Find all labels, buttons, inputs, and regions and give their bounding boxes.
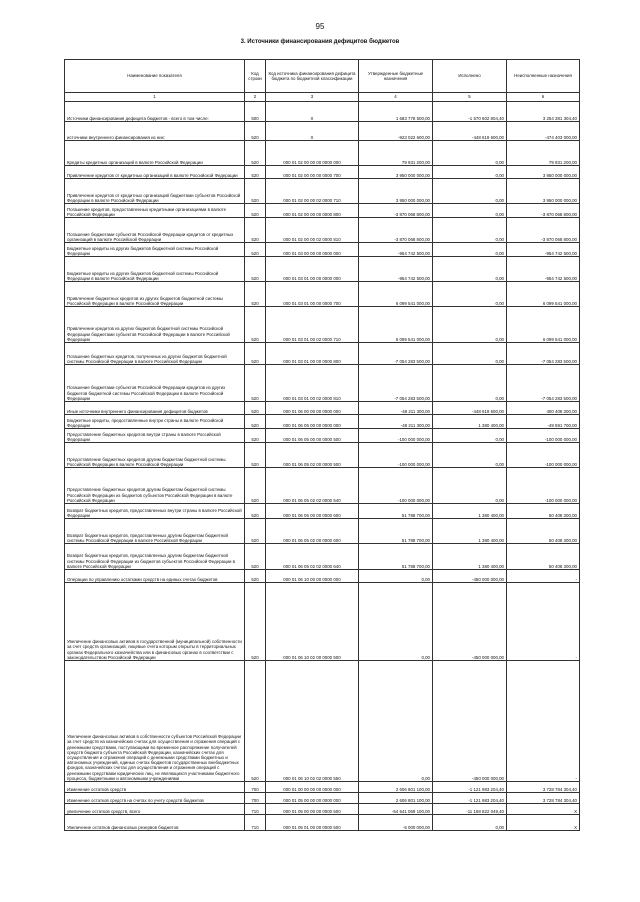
row-name-cell: Возврат бюджетных кредитов, предоставленных другим бюджетам бюджетной системы Российской Федерации в валюте Российской Федерации bbox=[65, 519, 245, 544]
row-classification-cell: 000 01 06 05 02 00 0000 600 bbox=[266, 519, 359, 544]
table-row bbox=[65, 122, 580, 141]
row-code-cell: 520 bbox=[245, 141, 266, 166]
row-executed-cell: 0,00 bbox=[433, 429, 507, 443]
row-unexecuted-cell: -7 054 283 500,00 bbox=[507, 343, 580, 365]
row-unexecuted-cell: X bbox=[507, 815, 580, 831]
row-unexecuted-cell: 3 254 381 304,40 bbox=[507, 102, 580, 122]
row-classification-cell: 000 01 02 00 00 02 0000 710 bbox=[266, 179, 359, 204]
header-code: Код строки bbox=[245, 60, 266, 93]
row-code-cell: 520 bbox=[245, 402, 266, 415]
row-approved-cell: 51 788 700,00 bbox=[359, 504, 433, 519]
row-approved-cell: 3 950 000 000,00 bbox=[359, 166, 433, 179]
row-approved-cell: -3 870 068 800,00 bbox=[359, 204, 433, 218]
table-row bbox=[65, 102, 580, 122]
row-approved-cell: 2 606 801 100,00 bbox=[359, 793, 433, 804]
row-code-cell: 700 bbox=[245, 782, 266, 793]
row-name-cell: Привлечение кредитов от кредитных организаций в валюте Российской Федерации bbox=[65, 166, 245, 179]
row-unexecuted-cell: -100 000 000,00 bbox=[507, 429, 580, 443]
table-header bbox=[65, 60, 580, 102]
row-name-cell: Привлечение бюджетных кредитов из других бюджетов бюджетной системы Российской Федерации в валюте Российской Федерации bbox=[65, 282, 245, 307]
header-unexecuted: Неисполненные назначения bbox=[507, 60, 580, 93]
table-row bbox=[65, 365, 580, 402]
row-classification-cell: 000 01 02 00 00 00 0000 700 bbox=[266, 166, 359, 179]
row-approved-cell: 1 683 778 500,00 bbox=[359, 102, 433, 122]
row-code-cell: 520 bbox=[245, 218, 266, 243]
table-row bbox=[65, 793, 580, 804]
section-title: 3. Источники финансирования дефицитов бюджетов bbox=[240, 39, 400, 45]
table-row bbox=[65, 415, 580, 429]
page-number: 95 bbox=[315, 22, 325, 31]
row-code-cell: 520 bbox=[245, 519, 266, 544]
table-row bbox=[65, 443, 580, 468]
row-classification-cell: 000 01 02 00 00 00 0000 000 bbox=[266, 141, 359, 166]
row-approved-cell: 6 099 541 000,00 bbox=[359, 282, 433, 307]
row-classification-cell: 000 01 06 05 00 00 0000 500 bbox=[266, 429, 359, 443]
row-unexecuted-cell: -474 403 000,00 bbox=[507, 122, 580, 141]
row-approved-cell: 51 788 700,00 bbox=[359, 544, 433, 570]
row-code-cell: 520 bbox=[245, 122, 266, 141]
row-code-cell: 520 bbox=[245, 307, 266, 343]
table-row bbox=[65, 141, 580, 166]
row-approved-cell: 0,00 bbox=[359, 583, 433, 661]
row-name-cell: Погашение бюджетных кредитов, полученных из других бюджетов бюджетной системы Российской Федерации в валюте Российской Федерации bbox=[65, 343, 245, 365]
row-executed-cell: 0,00 bbox=[433, 443, 507, 468]
row-approved-cell: -48 211 300,00 bbox=[359, 402, 433, 415]
row-name-cell: Изменение остатков средств bbox=[65, 782, 245, 793]
row-executed-cell: -450 000 000,00 bbox=[433, 570, 507, 583]
row-classification-cell: 000 01 06 05 02 02 0000 540 bbox=[266, 468, 359, 504]
row-name-cell: Операции по управлению остатками средств на единых счетах бюджетов bbox=[65, 570, 245, 583]
row-approved-cell: -5 000 000,00 bbox=[359, 815, 433, 831]
row-classification-cell: 000 01 03 01 00 00 0000 000 bbox=[266, 257, 359, 282]
table-row bbox=[65, 218, 580, 243]
row-approved-cell: -923 022 600,00 bbox=[359, 122, 433, 141]
row-unexecuted-cell: -100 000 000,00 bbox=[507, 443, 580, 468]
row-unexecuted-cell: -100 000 000,00 bbox=[507, 468, 580, 504]
row-executed-cell: -448 619 600,00 bbox=[433, 122, 507, 141]
row-classification-cell: 000 01 00 00 00 00 0000 000 bbox=[266, 782, 359, 793]
row-executed-cell: 0,00 bbox=[433, 815, 507, 831]
row-approved-cell: -7 054 283 500,00 bbox=[359, 365, 433, 402]
row-unexecuted-cell: -954 742 500,00 bbox=[507, 243, 580, 257]
row-code-cell: 520 bbox=[245, 583, 266, 661]
row-code-cell: 520 bbox=[245, 443, 266, 468]
row-unexecuted-cell: 400 408 300,00 bbox=[507, 402, 580, 415]
row-code-cell: 520 bbox=[245, 257, 266, 282]
row-unexecuted-cell: X bbox=[507, 804, 580, 815]
row-executed-cell: 0,00 bbox=[433, 141, 507, 166]
row-classification-cell: 000 01 06 10 02 02 0000 550 bbox=[266, 661, 359, 782]
row-unexecuted-cell: -954 742 500,00 bbox=[507, 257, 580, 282]
row-name-cell: Возврат бюджетных кредитов, предоставленных другим бюджетам бюджетной системы Российской Федерации из бюджетов субъектов Российской Федерации в валюте Российской Федерации bbox=[65, 544, 245, 570]
row-name-cell: Погашение кредитов, предоставленных кредитными организациями в валюте Российской Федерации bbox=[65, 204, 245, 218]
row-approved-cell: -54 541 069 100,00 bbox=[359, 804, 433, 815]
row-executed-cell: 0,00 bbox=[433, 179, 507, 204]
row-approved-cell: -48 211 300,00 bbox=[359, 415, 433, 429]
row-name-cell: Предоставление бюджетных кредитов внутри страны в валюте Российской Федерации bbox=[65, 429, 245, 443]
row-executed-cell: -1 121 983 204,40 bbox=[433, 782, 507, 793]
table-row bbox=[65, 282, 580, 307]
row-classification-cell: X bbox=[266, 122, 359, 141]
row-name-cell: Возврат бюджетных кредитов, предоставленных внутри страны в валюте Российской Федерации bbox=[65, 504, 245, 519]
row-unexecuted-cell: 3 950 000 000,00 bbox=[507, 179, 580, 204]
row-classification-cell: 000 01 06 05 00 00 0000 600 bbox=[266, 504, 359, 519]
row-classification-cell: 000 01 03 01 00 00 0000 800 bbox=[266, 343, 359, 365]
table-row bbox=[65, 583, 580, 661]
row-name-cell: увеличение остатков средств, всего bbox=[65, 804, 245, 815]
row-code-cell: 710 bbox=[245, 815, 266, 831]
row-name-cell: Изменение остатков средств на счетах по учету средств бюджетов bbox=[65, 793, 245, 804]
row-code-cell: 520 bbox=[245, 166, 266, 179]
header-name: Наименование показателя bbox=[65, 60, 245, 93]
row-name-cell: Предоставление бюджетных кредитов другим бюджетам бюджетной системы Российской Федерации в валюте Российской Федерации bbox=[65, 443, 245, 468]
row-approved-cell: 51 788 700,00 bbox=[359, 519, 433, 544]
table-row bbox=[65, 429, 580, 443]
row-name-cell: Кредиты кредитных организаций в валюте Российской Федерации bbox=[65, 141, 245, 166]
row-classification-cell: 000 01 06 10 02 00 0000 500 bbox=[266, 583, 359, 661]
row-executed-cell: 0,00 bbox=[433, 282, 507, 307]
row-classification-cell: 000 01 06 10 00 00 0000 000 bbox=[266, 570, 359, 583]
row-code-cell: 520 bbox=[245, 365, 266, 402]
row-executed-cell: 1 380 400,00 bbox=[433, 504, 507, 519]
table-row bbox=[65, 804, 580, 815]
column-number: 2 bbox=[245, 93, 266, 102]
row-name-cell: Источники финансирования дефицита бюджетов - всего в том числе: bbox=[65, 102, 245, 122]
row-unexecuted-cell: -3 870 068 800,00 bbox=[507, 204, 580, 218]
row-code-cell: 700 bbox=[245, 793, 266, 804]
row-code-cell: 520 bbox=[245, 204, 266, 218]
row-unexecuted-cell: - bbox=[507, 570, 580, 583]
header-classification: Код источника финансирования дефицита бюджета по бюджетной классификации bbox=[266, 60, 359, 93]
row-unexecuted-cell: 3 950 000 000,00 bbox=[507, 166, 580, 179]
row-unexecuted-cell: 50 408 300,00 bbox=[507, 544, 580, 570]
row-approved-cell: -100 000 000,00 bbox=[359, 468, 433, 504]
table-row bbox=[65, 243, 580, 257]
row-executed-cell: 1 380 400,00 bbox=[433, 544, 507, 570]
row-unexecuted-cell: 50 408 300,00 bbox=[507, 504, 580, 519]
table-row bbox=[65, 402, 580, 415]
column-numbers-row bbox=[65, 93, 580, 102]
row-executed-cell: -11 168 822 049,40 bbox=[433, 804, 507, 815]
row-approved-cell: -100 000 000,00 bbox=[359, 429, 433, 443]
row-code-cell: 520 bbox=[245, 179, 266, 204]
row-executed-cell: -448 619 600,00 bbox=[433, 402, 507, 415]
row-executed-cell: -1 570 602 804,40 bbox=[433, 102, 507, 122]
row-approved-cell: 6 099 541 000,00 bbox=[359, 307, 433, 343]
row-code-cell: 520 bbox=[245, 661, 266, 782]
row-classification-cell: 000 01 06 05 02 02 0000 640 bbox=[266, 544, 359, 570]
row-name-cell: Увеличение остатков финансовых резервов бюджетов bbox=[65, 815, 245, 831]
table-row bbox=[65, 504, 580, 519]
row-unexecuted-cell: 6 099 541 000,00 bbox=[507, 307, 580, 343]
column-number: 6 bbox=[507, 93, 580, 102]
table-row bbox=[65, 782, 580, 793]
row-executed-cell: 0,00 bbox=[433, 257, 507, 282]
row-classification-cell: 000 01 03 00 00 00 0000 000 bbox=[266, 243, 359, 257]
row-classification-cell: 000 01 03 01 00 02 0000 810 bbox=[266, 365, 359, 402]
financing-sources-table bbox=[64, 59, 580, 831]
table-row bbox=[65, 544, 580, 570]
row-name-cell: Привлечение кредитов от кредитных организаций бюджетами субъектов Российской Федерации в валюте Российской Федерации bbox=[65, 179, 245, 204]
row-code-cell: 520 bbox=[245, 343, 266, 365]
row-unexecuted-cell: 3 728 784 304,40 bbox=[507, 793, 580, 804]
row-executed-cell: 0,00 bbox=[433, 307, 507, 343]
row-executed-cell: 1 380 400,00 bbox=[433, 519, 507, 544]
row-unexecuted-cell: - bbox=[507, 661, 580, 782]
row-classification-cell: 000 01 06 00 00 00 0000 000 bbox=[266, 402, 359, 415]
table-row bbox=[65, 257, 580, 282]
table-row bbox=[65, 468, 580, 504]
row-approved-cell: 3 950 000 000,00 bbox=[359, 179, 433, 204]
row-code-cell: 520 bbox=[245, 415, 266, 429]
table-row bbox=[65, 661, 580, 782]
row-executed-cell: -1 121 983 204,40 bbox=[433, 793, 507, 804]
row-approved-cell: -954 742 500,00 bbox=[359, 257, 433, 282]
row-unexecuted-cell: -3 870 068 800,00 bbox=[507, 218, 580, 243]
row-unexecuted-cell: -49 591 700,00 bbox=[507, 415, 580, 429]
row-code-cell: 500 bbox=[245, 102, 266, 122]
row-executed-cell: 0,00 bbox=[433, 166, 507, 179]
header-approved: Утвержденные бюджетные назначения bbox=[359, 60, 433, 93]
row-classification-cell: 000 01 05 00 00 00 0000 500 bbox=[266, 804, 359, 815]
row-unexecuted-cell: 50 408 300,00 bbox=[507, 519, 580, 544]
column-number: 3 bbox=[266, 93, 359, 102]
row-approved-cell: 0,00 bbox=[359, 570, 433, 583]
column-number: 1 bbox=[65, 93, 245, 102]
table-row bbox=[65, 179, 580, 204]
row-code-cell: 520 bbox=[245, 544, 266, 570]
row-approved-cell: -7 054 283 500,00 bbox=[359, 343, 433, 365]
row-classification-cell: X bbox=[266, 102, 359, 122]
row-name-cell: Увеличение финансовых активов в государственной (муниципальной) собственности за счет средств организаций, лицевые счета которым открыты в территориальных органах Федерального казначейства или в финансовых органах в соответствии с законодательством Российской Федерации bbox=[65, 583, 245, 661]
row-unexecuted-cell: -7 054 283 500,00 bbox=[507, 365, 580, 402]
table-row bbox=[65, 166, 580, 179]
row-name-cell: источники внутреннего финансирования из них: bbox=[65, 122, 245, 141]
row-executed-cell: -450 000 000,00 bbox=[433, 583, 507, 661]
column-number: 4 bbox=[359, 93, 433, 102]
row-executed-cell: 0,00 bbox=[433, 468, 507, 504]
row-name-cell: Предоставление бюджетных кредитов другим бюджетам бюджетной системы Российской Федерации из бюджетов субъектов Российской Федерации в валюте Российской Федерации bbox=[65, 468, 245, 504]
row-executed-cell: 0,00 bbox=[433, 365, 507, 402]
table-row bbox=[65, 519, 580, 544]
row-code-cell: 520 bbox=[245, 282, 266, 307]
row-classification-cell: 000 01 05 00 00 00 0000 000 bbox=[266, 793, 359, 804]
row-executed-cell: 0,00 bbox=[433, 204, 507, 218]
header-executed: Исполнено bbox=[433, 60, 507, 93]
row-classification-cell: 000 01 02 00 00 00 0000 800 bbox=[266, 204, 359, 218]
row-unexecuted-cell: - bbox=[507, 583, 580, 661]
row-approved-cell: -100 000 000,00 bbox=[359, 443, 433, 468]
table-row bbox=[65, 570, 580, 583]
row-name-cell: Бюджетные кредиты из других бюджетов бюджетной системы Российской Федерации bbox=[65, 243, 245, 257]
row-approved-cell: 0,00 bbox=[359, 661, 433, 782]
row-classification-cell: 000 01 06 05 00 00 0000 000 bbox=[266, 415, 359, 429]
row-approved-cell: 79 931 200,00 bbox=[359, 141, 433, 166]
row-name-cell: Погашение бюджетами субъектов Российской Федерации кредитов из других бюджетов бюджетной системы Российской Федерации в валюте Российской Федерации bbox=[65, 365, 245, 402]
row-classification-cell: 000 01 03 01 00 02 0000 710 bbox=[266, 307, 359, 343]
row-approved-cell: 2 606 801 100,00 bbox=[359, 782, 433, 793]
row-name-cell: Бюджетные кредиты из других бюджетов бюджетной системы Российской Федерации в валюте Российской Федерации bbox=[65, 257, 245, 282]
row-unexecuted-cell: 3 728 784 304,40 bbox=[507, 782, 580, 793]
row-classification-cell: 000 01 03 01 00 00 0000 700 bbox=[266, 282, 359, 307]
row-approved-cell: -3 870 068 800,00 bbox=[359, 218, 433, 243]
row-code-cell: 520 bbox=[245, 468, 266, 504]
row-name-cell: Иные источники внутреннего финансирования дефицитов бюджетов bbox=[65, 402, 245, 415]
row-approved-cell: -954 742 500,00 bbox=[359, 243, 433, 257]
row-name-cell: Привлечение кредитов из других бюджетов бюджетной системы Российской Федерации бюджетами субъектов Российской Федерации в валюте Российской Федерации bbox=[65, 307, 245, 343]
row-classification-cell: 000 01 02 00 00 02 0000 810 bbox=[266, 218, 359, 243]
row-classification-cell: 000 01 05 01 00 00 0000 500 bbox=[266, 815, 359, 831]
row-executed-cell: 0,00 bbox=[433, 218, 507, 243]
row-code-cell: 520 bbox=[245, 429, 266, 443]
row-name-cell: Погашение бюджетами субъектов Российской Федерации кредитов от кредитных организаций в валюте Российской Федерации bbox=[65, 218, 245, 243]
row-classification-cell: 000 01 06 05 02 00 0000 500 bbox=[266, 443, 359, 468]
table-row bbox=[65, 307, 580, 343]
row-executed-cell: -450 000 000,00 bbox=[433, 661, 507, 782]
row-executed-cell: 1 380 400,00 bbox=[433, 415, 507, 429]
row-executed-cell: 0,00 bbox=[433, 243, 507, 257]
row-unexecuted-cell: 79 931 200,00 bbox=[507, 141, 580, 166]
row-code-cell: 520 bbox=[245, 504, 266, 519]
row-unexecuted-cell: 6 099 541 000,00 bbox=[507, 282, 580, 307]
row-name-cell: Увеличение финансовых активов в собственности субъектов Российской Федерации за счет средств на казначейских счетах для осуществления и отражения операций с денежными средствами, поступающими во временное распоряжение получателей средств бюджета субъекта Российской Федерации, казначейских счетах для осуществления и отражения операций с денежными средствами бюджетных и автономных учреждений, единых счетах бюджетов государственных внебюджетных фондов, казначейских счетах для осуществления и отражения операций с денежными средствами юридических лиц, не являющихся участниками бюджетного процесса, бюджетными и автономными учреждениями bbox=[65, 661, 245, 782]
table-row bbox=[65, 815, 580, 831]
row-executed-cell: 0,00 bbox=[433, 343, 507, 365]
row-code-cell: 710 bbox=[245, 804, 266, 815]
row-name-cell: Бюджетные кредиты, предоставленные внутри страны в валюте Российской Федерации bbox=[65, 415, 245, 429]
column-number: 5 bbox=[433, 93, 507, 102]
table-row bbox=[65, 343, 580, 365]
row-code-cell: 520 bbox=[245, 570, 266, 583]
table-row bbox=[65, 204, 580, 218]
table-body bbox=[65, 102, 580, 831]
row-code-cell: 520 bbox=[245, 243, 266, 257]
